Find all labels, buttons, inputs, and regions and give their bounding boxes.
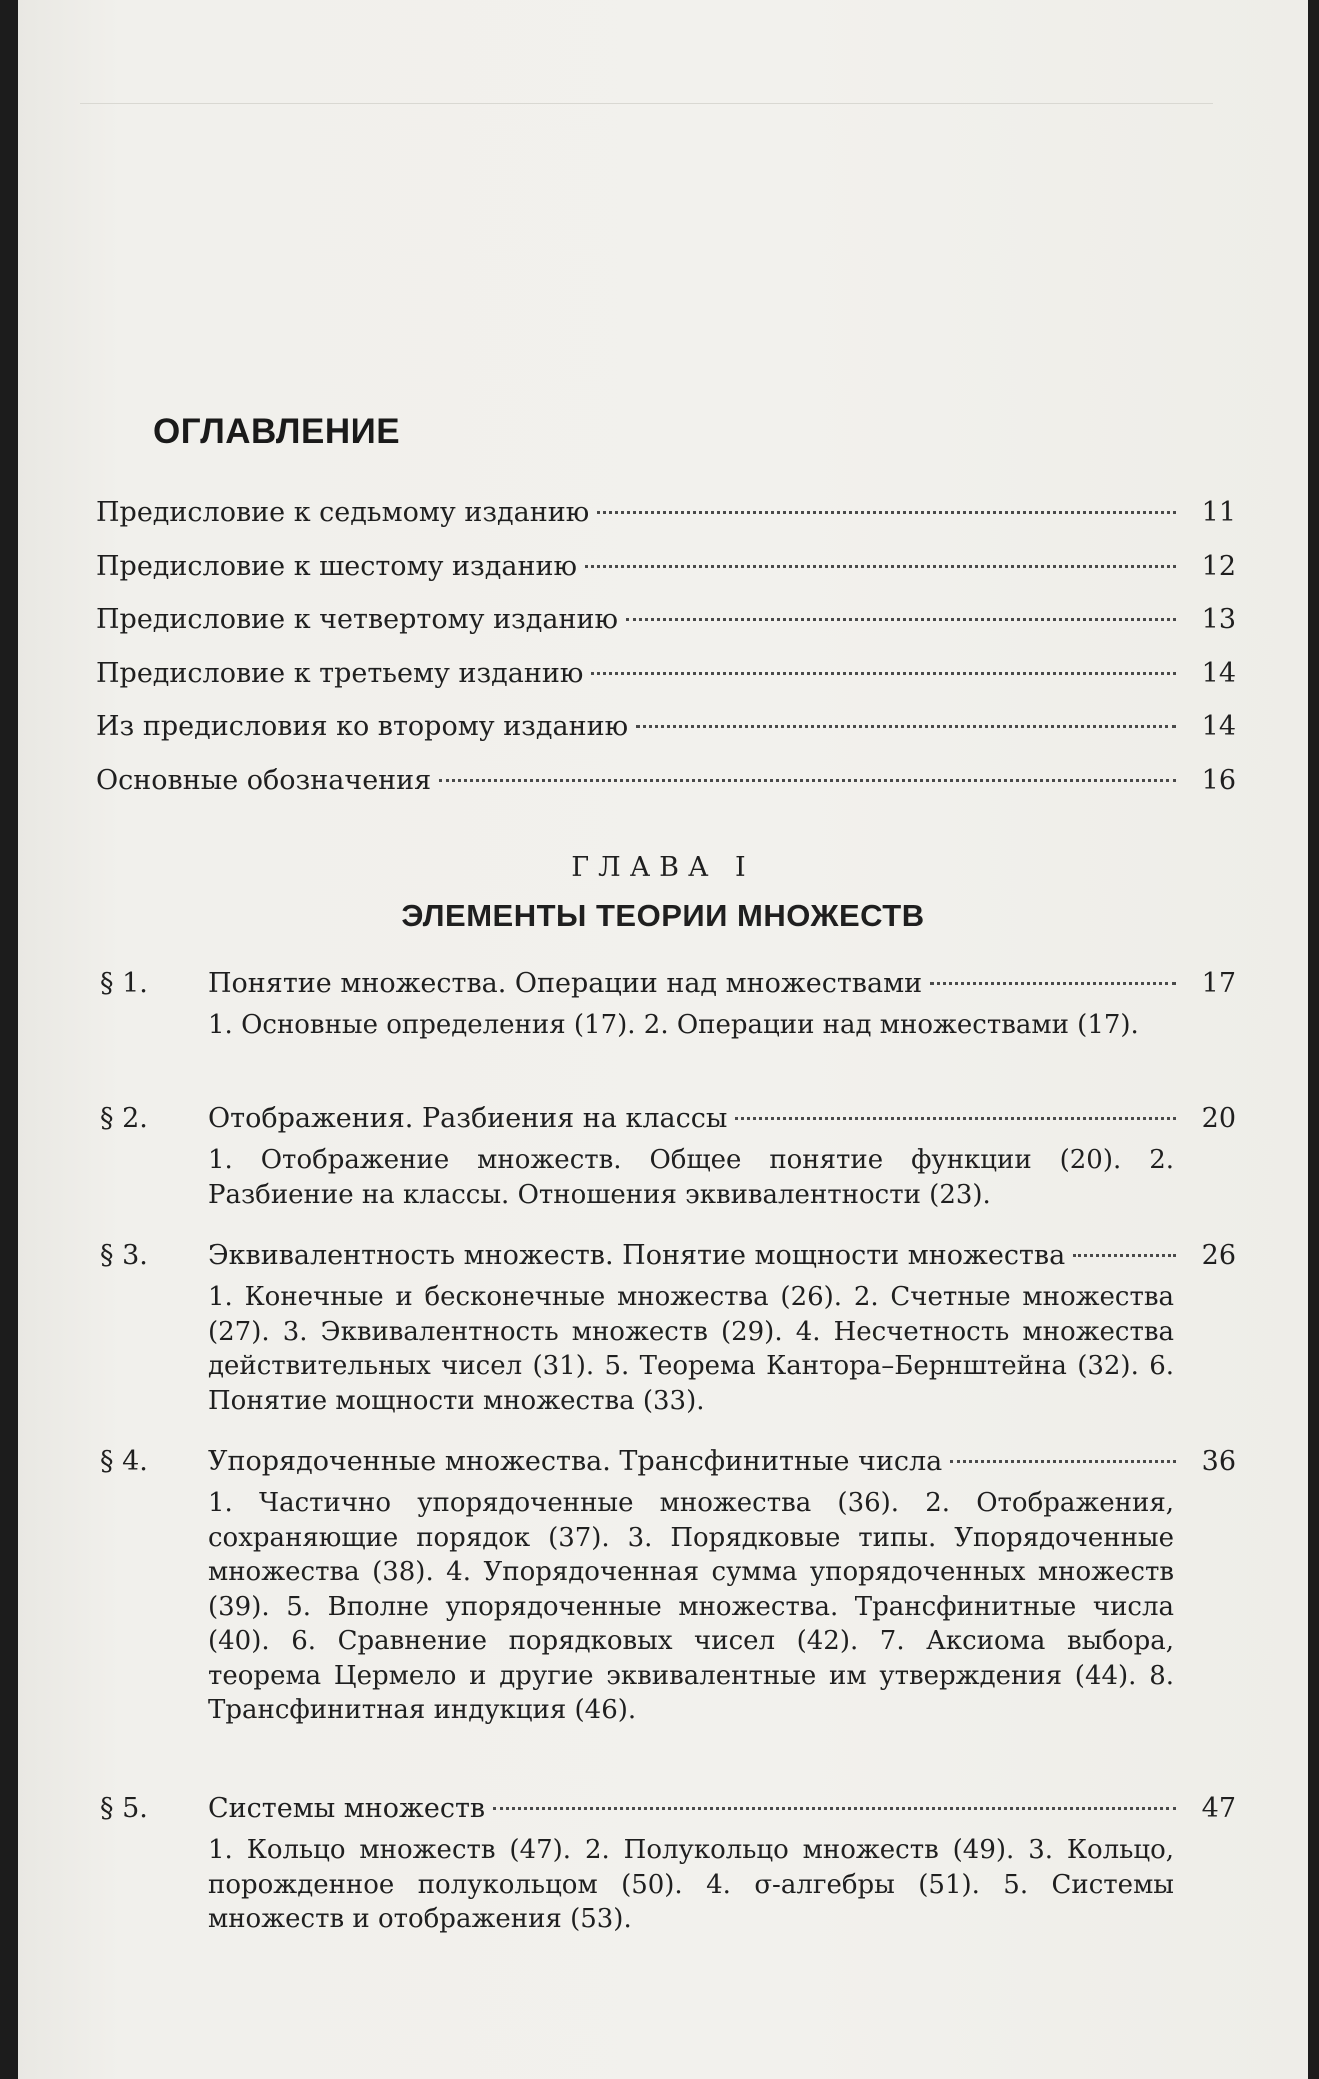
dot-leader: [597, 511, 1176, 514]
section-title: Эквивалентность множеств. Понятие мощности множества: [208, 1240, 1066, 1271]
entry-title: Предисловие к седьмому изданию: [96, 497, 590, 528]
toc-entry: [96, 604, 1236, 658]
entry-page: 13: [1201, 604, 1236, 635]
entry-title: Предисловие к четвертому изданию: [96, 604, 619, 635]
toc-entry: [96, 658, 1236, 712]
entry-page: 12: [1201, 550, 1236, 582]
entry-page: 14: [1201, 657, 1236, 689]
section-page: 36: [1201, 1446, 1236, 1477]
section-heading: [100, 1446, 1236, 1486]
dot-leader: [735, 1117, 1176, 1120]
section-number: § 5.: [100, 1793, 148, 1824]
section-title: Системы множеств: [208, 1793, 486, 1824]
dot-leader: [439, 779, 1176, 782]
chapter-title: ЭЛЕМЕНТЫ ТЕОРИИ МНОЖЕСТВ: [401, 898, 925, 933]
toc-heading: ОГЛАВЛЕНИЕ: [153, 412, 401, 451]
section-number: § 1.: [100, 968, 148, 999]
book-page: [18, 0, 1308, 2079]
entry-page: 11: [1201, 497, 1236, 528]
dot-leader: [493, 1807, 1176, 1810]
dot-leader: [930, 982, 1176, 985]
section-page: 17: [1201, 968, 1236, 999]
section-4: [100, 1446, 1236, 1728]
section-subitems: 1. Частично упорядоченные множества (36). 2. Отображения, сохраняющие порядок (37). 3. Порядковые типы. Упорядоченные множества (38). 4. Упорядоченная сумма упорядоченных множеств (39). 5. Вполне упорядоченные множества. Трансфинитные числа (40). 6. Сравнение порядковых чисел (42). 7. Аксиома выбора, теорема Цермело и другие эквивалентные им утверждения (44). 8. Трансфинитная индукция (46).: [208, 1488, 1174, 1725]
toc-entry: [96, 497, 1236, 551]
dot-leader: [626, 618, 1176, 621]
section-heading: [100, 968, 1236, 1008]
dot-leader: [591, 672, 1176, 675]
front-matter-list: [96, 497, 1236, 818]
section-2: [100, 1103, 1236, 1212]
dot-leader: [585, 565, 1176, 568]
section-5: [100, 1793, 1236, 1937]
section-title: Понятие множества. Операции над множествами: [208, 968, 923, 999]
section-number: § 4.: [100, 1446, 148, 1477]
chapter-label: ГЛАВА I: [571, 852, 755, 883]
section-subitems: 1. Кольцо множеств (47). 2. Полукольцо множеств (49). 3. Кольцо, порожденное полукольцом (50). 4. σ-алгебры (51). 5. Системы множеств и отображения (53).: [208, 1835, 1174, 1934]
section-1: [100, 968, 1236, 1043]
entry-title: Основные обозначения: [96, 764, 432, 796]
section-heading: [100, 1103, 1236, 1143]
dot-leader: [1073, 1254, 1176, 1257]
entry-page: 16: [1201, 764, 1236, 796]
toc-entry: [96, 551, 1236, 605]
dot-leader: [950, 1460, 1176, 1463]
section-subitems: 1. Конечные и бесконечные множества (26). 2. Счетные множества (27). 3. Эквивалентность множеств (29). 4. Несчетность множества действительных чисел (31). 5. Теорема Кантора–Бернштейна (32). 6. Понятие мощности множества (33).: [208, 1282, 1174, 1416]
section-subitems: 1. Основные определения (17). 2. Операции над множествами (17).: [208, 1010, 1139, 1040]
section-heading: [100, 1793, 1236, 1833]
section-number: § 2.: [100, 1103, 148, 1134]
section-subitems: 1. Отображение множеств. Общее понятие функции (20). 2. Разбиение на классы. Отношения эквивалентности (23).: [208, 1145, 1174, 1210]
toc-entry: [96, 711, 1236, 765]
section-3: [100, 1240, 1236, 1418]
entry-title: Предисловие к третьему изданию: [96, 657, 584, 689]
section-title: Упорядоченные множества. Трансфинитные числа: [208, 1446, 943, 1477]
header-rule: [80, 103, 1213, 104]
section-page: 20: [1201, 1103, 1236, 1134]
section-page: 47: [1201, 1793, 1236, 1824]
entry-page: 14: [1201, 711, 1236, 742]
dot-leader: [636, 725, 1176, 728]
section-page: 26: [1201, 1240, 1236, 1271]
entry-title: Из предисловия ко второму изданию: [96, 711, 629, 742]
entry-title: Предисловие к шестому изданию: [96, 550, 577, 582]
section-title: Отображения. Разбиения на классы: [208, 1103, 728, 1134]
toc-entry: [96, 765, 1236, 819]
section-number: § 3.: [100, 1240, 148, 1271]
section-heading: [100, 1240, 1236, 1280]
